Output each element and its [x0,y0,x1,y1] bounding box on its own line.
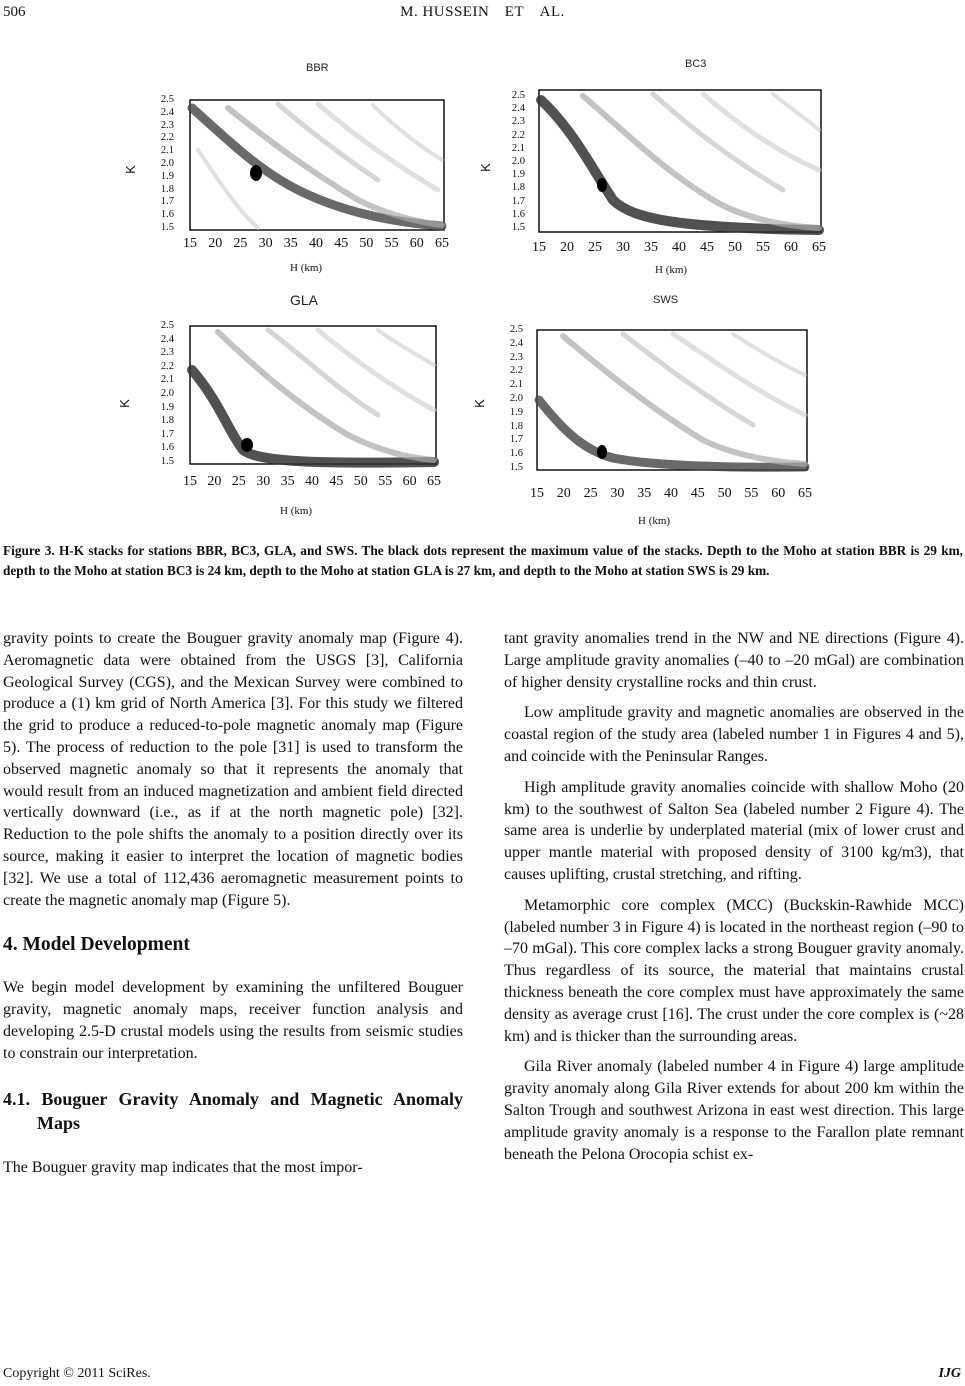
x-tick-label: 55 [744,486,759,501]
y-tick-label: 2.1 [509,379,523,391]
x-tick-label: 50 [728,240,742,255]
x-tick-label: 65 [435,236,449,251]
x-tick-label: 40 [305,474,319,489]
x-axis-label: H (km) [290,262,323,274]
panel-title: SWS [653,294,679,306]
y-tick-label: 2.0 [160,388,174,399]
y-tick-label: 2.5 [509,324,523,335]
y-tick-label: 1.7 [511,195,525,207]
y-tick-label: 1.7 [509,434,523,446]
x-tick-label: 15 [183,474,197,489]
x-tick-label: 45 [329,474,344,489]
paragraph: We begin model development by examining the unfiltered Bouguer gravity, magnetic anomaly maps, receiver function analysis and developing 2.5-D crustal models using the results from seismic studies to constrain our interpretation. [3,979,463,1062]
y-tick-label: 1.6 [160,442,174,454]
x-tick-label: 15 [532,240,546,255]
y-tick-label: 2.2 [511,129,525,141]
paragraph: High amplitude gravity anomalies coincide with shallow Moho (20 km) to the southwest of Salton Sea (labeled number 2 Figure 4). The same area is underlie by underplated material (mix of lower crust and upper mantle material with proposed density of 3100 kg/m3), that causes uplifting, crustal stretching, and rifting. [504,778,964,883]
y-tick-label: 1.7 [160,196,174,208]
x-tick-label: 65 [812,240,826,255]
x-tick-label: 45 [700,240,714,255]
x-tick-label: 20 [207,474,222,489]
y-tick-label: 2.4 [511,103,525,115]
y-tick-label: 1.8 [509,420,523,432]
y-tick-label: 2.1 [511,142,525,154]
y-tick-label: 2.3 [160,347,174,359]
y-tick-label: 2.3 [160,119,174,131]
x-tick-label: 45 [690,486,705,501]
right-column [504,628,964,1165]
x-tick-label: 60 [784,240,798,255]
y-tick-label: 2.3 [511,116,525,128]
y-tick-label: 2.0 [509,393,523,404]
paragraph: Metamorphic core complex (MCC) (Buckskin-Rawhide MCC) (labeled number 3 in Figure 4) is located in the northeast region (–90 to –70 mGal). This core complex lacks a strong Bouguer gravity anomaly. Thus regardless of its source, the material that maintains crustal thickness beneath the core complex must have approximately the same density as average crust [16]. The crust under the core complex is (~28 km) and is thicker than the surrounding areas. [504,896,964,1045]
y-tick-label: 1.8 [511,182,525,194]
y-axis-label: K [471,399,487,408]
y-tick-label: 1.9 [511,169,525,181]
y-tick-label: 2.1 [160,145,174,157]
x-tick-label: 40 [672,240,686,255]
x-tick-label: 60 [771,486,786,501]
x-tick-label: 35 [280,474,295,489]
x-tick-label: 35 [644,240,658,255]
y-tick-label: 1.5 [160,456,174,467]
hk-stack-plot [118,50,478,290]
paragraph: Gila River anomaly (labeled number 4 in Figure 4) large amplitude gravity anomaly along Gila River extends for about 200 km within the Salton Trough and southwest Arizona in east west direction. This large amplitude gravity anomaly is a response to the Farallon plate remnant beneath the Pelona Orocopia schist ex- [504,1058,964,1163]
y-tick-label: 1.5 [511,222,525,233]
x-tick-label: 50 [353,474,368,489]
y-axis-label: K [122,165,138,174]
x-axis-label: H (km) [280,505,313,517]
paragraph: gravity points to create the Bouguer gravity anomaly map (Figure 4). Aeromagnetic data were obtained from the USGS [3], California Geological Survey (CGS), and the Mexican Survey were combined to produce a (1) km grid of North America [3]. For this study we filtered the grid to produce a reduced-to-pole magnetic anomaly map (Figure 5). The process of reduction to the pole [31] is used to transform the observed magnetic anomaly so that it represents the anomaly that would result from an induced magnetization and ambient field directed vertically downward (i.e., as if at the north magnetic pole) [32]. Reduction to the pole shifts the anomaly to a position directly over its source, making it easier to interpret the location of magnetic bodies [32]. We use a total of 112,436 aeromagnetic measurement points to create the magnetic anomaly map (Figure 5). [3,630,463,909]
x-tick-label: 55 [378,474,393,489]
y-tick-label: 1.6 [160,209,174,221]
y-tick-label: 2.2 [509,365,523,377]
x-tick-label: 65 [798,486,812,501]
x-tick-label: 20 [560,240,574,255]
x-tick-label: 55 [384,236,399,251]
y-tick-label: 1.6 [509,448,523,460]
y-tick-label: 2.5 [160,94,174,105]
left-column [3,628,463,1178]
y-tick-label: 1.5 [509,462,523,473]
paragraph: The Bouguer gravity map indicates that the most impor- [3,1158,363,1176]
y-tick-label: 2.4 [160,106,174,118]
figure-caption: Figure 3. H-K stacks for stations BBR, BC3, GLA, and SWS. The black dots represent the maximum value of the stacks. Depth to the Moho at station BBR is 29 km, depth to the Moho at station BC3 is 24 km, depth to the Moho at station GLA is 27 km, and depth to the Moho at station SWS is 29 km. [3,543,963,578]
journal-abbrev: IJG [938,1366,961,1381]
y-tick-label: 2.1 [160,374,174,386]
y-tick-label: 2.4 [509,337,523,349]
x-tick-label: 30 [610,486,625,501]
x-tick-label: 25 [583,486,598,501]
y-tick-label: 2.5 [160,320,174,331]
x-tick-label: 50 [359,236,374,251]
panel-title: BC3 [685,58,707,70]
panel-title: BBR [306,62,329,74]
figure-3 [118,50,846,532]
section-heading: 4. Model Development [3,934,190,956]
y-tick-label: 2.2 [160,132,174,144]
copyright: Copyright © 2011 SciRes. [3,1366,151,1381]
y-tick-label: 1.8 [160,183,174,195]
x-tick-label: 65 [427,474,441,489]
y-tick-label: 2.3 [509,351,523,363]
y-tick-label: 1.9 [509,406,523,418]
y-tick-label: 1.8 [160,415,174,427]
y-tick-label: 1.9 [160,401,174,413]
x-axis-label: H (km) [655,264,688,276]
x-tick-label: 25 [233,236,248,251]
y-axis-label: K [116,399,132,408]
y-tick-label: 1.9 [160,170,174,182]
x-tick-label: 15 [183,236,197,251]
page-number: 506 [3,4,26,20]
x-tick-label: 20 [556,486,571,501]
x-tick-label: 30 [616,240,630,255]
x-tick-label: 40 [309,236,323,251]
paragraph: tant gravity anomalies trend in the NW and NE directions (Figure 4). Large amplitude gravity anomalies (–40 to –20 mGal) are combination of higher density crystalline rocks and thin crust. [504,630,964,691]
paragraph: Low amplitude gravity and magnetic anomalies are observed in the coastal region of the study area (labeled number 1 in Figures 4 and 5), and coincide with the Peninsular Ranges. [504,704,964,765]
x-tick-label: 20 [208,236,223,251]
y-tick-label: 2.0 [160,158,174,169]
x-tick-label: 40 [664,486,678,501]
y-tick-label: 2.4 [160,333,174,345]
y-tick-label: 2.2 [160,360,174,372]
y-tick-label: 1.5 [160,222,174,233]
subsection-heading: 4.1. Bouguer Gravity Anomaly and Magnetic Anomaly Maps [3,1088,463,1133]
y-tick-label: 1.6 [511,208,525,220]
x-axis-label: H (km) [638,515,671,527]
y-tick-label: 2.5 [511,90,525,101]
x-tick-label: 25 [231,474,246,489]
panel-title: GLA [290,292,319,308]
x-tick-label: 25 [588,240,602,255]
panel-bbr [118,50,478,290]
x-tick-label: 55 [756,240,770,255]
x-tick-label: 50 [717,486,732,501]
y-tick-label: 1.7 [160,428,174,440]
y-tick-label: 2.0 [511,156,525,167]
running-title: M. HUSSEIN ET AL. [400,4,565,20]
y-axis-label: K [477,163,493,172]
x-tick-label: 35 [283,236,298,251]
x-tick-label: 30 [258,236,273,251]
x-tick-label: 30 [256,474,271,489]
x-tick-label: 45 [334,236,349,251]
x-tick-label: 15 [530,486,544,501]
x-tick-label: 35 [637,486,652,501]
x-tick-label: 60 [402,474,417,489]
x-tick-label: 60 [409,236,424,251]
